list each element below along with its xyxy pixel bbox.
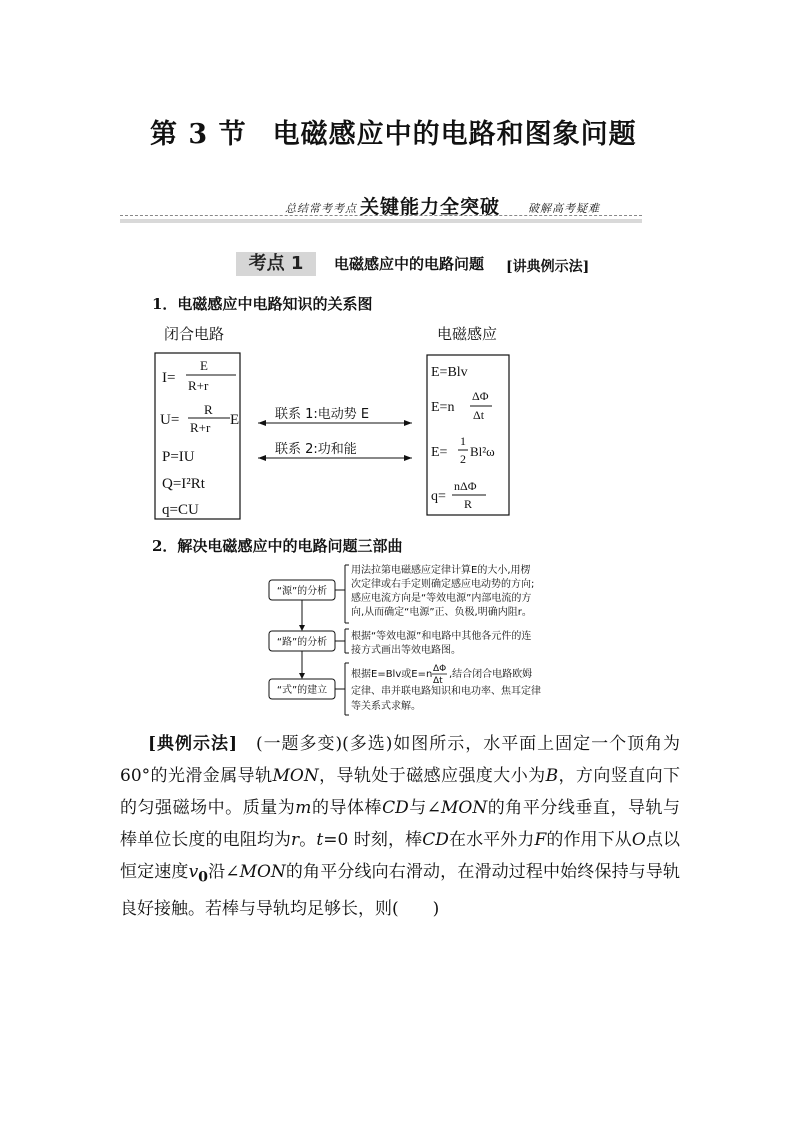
step3-frac-num: ΔΦ (433, 664, 447, 674)
banner-main-text: 关键能力全突破 (360, 196, 501, 218)
formula-i-den: R+r (188, 378, 209, 393)
kaodian-label: 考点 1 (236, 252, 316, 276)
formula-qcu: q=CU (162, 502, 199, 518)
step2-label: “路”的分析 (276, 637, 328, 648)
formula-omega-rhs: Bl²ω (470, 444, 495, 459)
link2-label: 联系 2:功和能 (275, 442, 357, 457)
formula-n-lhs: E=n (431, 400, 455, 415)
left-title: 闭合电路 (164, 325, 225, 343)
step3-line1-a: 根据E=Blv或E=n (351, 669, 433, 680)
formula-blv: E=Blv (431, 365, 468, 380)
kaodian-title: 电磁感应中的电路问题 (334, 255, 485, 273)
circuit-relation-diagram (150, 318, 530, 524)
formula-q: Q=I²Rt (162, 476, 205, 492)
step1-line3: 感应电流方向是“等效电源”内部电流的方 (351, 593, 532, 604)
section-number: 第 3 节 (150, 119, 247, 150)
step1-line2: 次定律或右手定则确定感应电动势的方向; (351, 579, 535, 590)
link1-label: 联系 1:电动势 E (275, 407, 370, 422)
formula-p: P=IU (162, 449, 195, 465)
formula-q-num: nΔΦ (454, 479, 477, 493)
step3-line3: 等关系式求解。 (351, 701, 421, 712)
banner-right-text: 破解高考疑难 (528, 202, 600, 215)
section1-heading: 1．电磁感应中电路知识的关系图 (152, 295, 373, 313)
formula-omega-num: 1 (460, 434, 466, 448)
example-paragraph: [典例示法] (一题多变)(多选)如图所示，水平面上固定一个顶角为 60°的光滑金属导轨MON，导轨处于磁感应强度大小为B，方向竖直向下的匀强磁场中。质量为m的导体棒CD与∠MON的角平分线垂直，导轨与棒单位长度的电阻均为r。t=0 时刻，棒CD在水平外力F的作用下从O点以恒定速度$v_0$沿∠MON的角平分线向右滑动，在滑动过程中始终保持与导轨良好接触。若棒与导轨均足够长，则( ) (120, 734, 681, 920)
page-title (150, 112, 637, 151)
formula-u-e: E (230, 412, 240, 428)
step2-line1: 根据“等效电源”和电路中其他各元件的连 (351, 631, 532, 642)
step3-line1-b: ,结合闭合电路欧姆 (449, 669, 533, 680)
three-step-diagram (265, 563, 595, 719)
step1-line1: 用法拉第电磁感应定律计算E的大小,用楞 (351, 565, 531, 576)
step1-label: “源”的分析 (276, 586, 328, 597)
formula-q-lhs: q= (431, 489, 446, 504)
section-name: 电磁感应中的电路和图象问题 (272, 119, 637, 150)
formula-i-num: E (200, 358, 208, 373)
step3-label: “式”的建立 (276, 685, 328, 696)
formula-n-num: ΔΦ (472, 389, 489, 403)
step3-frac-den: Δt (433, 676, 443, 686)
right-title: 电磁感应 (437, 325, 498, 343)
formula-u-num: R (204, 402, 213, 417)
banner-left-text: 总结常考考点 (285, 202, 357, 215)
formula-omega-lhs: E= (431, 445, 448, 460)
kaodian-tag: [讲典例示法] (506, 259, 590, 275)
section2-heading: 2．解决电磁感应中的电路问题三部曲 (152, 537, 403, 555)
formula-u-lhs: U= (160, 412, 180, 428)
step2-line2: 接方式画出等效电路图。 (351, 645, 461, 656)
formula-n-den: Δt (473, 408, 485, 422)
section-banner (120, 194, 642, 224)
formula-omega-den: 2 (460, 452, 466, 466)
formula-u-den: R+r (190, 420, 211, 435)
example-tag: [典例示法] (148, 734, 237, 754)
formula-i-lhs: I= (162, 370, 176, 386)
step1-line4: 向,从而确定“电源”正、负极,明确内阻r。 (351, 607, 532, 618)
formula-q-den: R (464, 497, 473, 511)
step3-line2: 定律、串并联电路知识和电功率、焦耳定律 (351, 686, 541, 697)
